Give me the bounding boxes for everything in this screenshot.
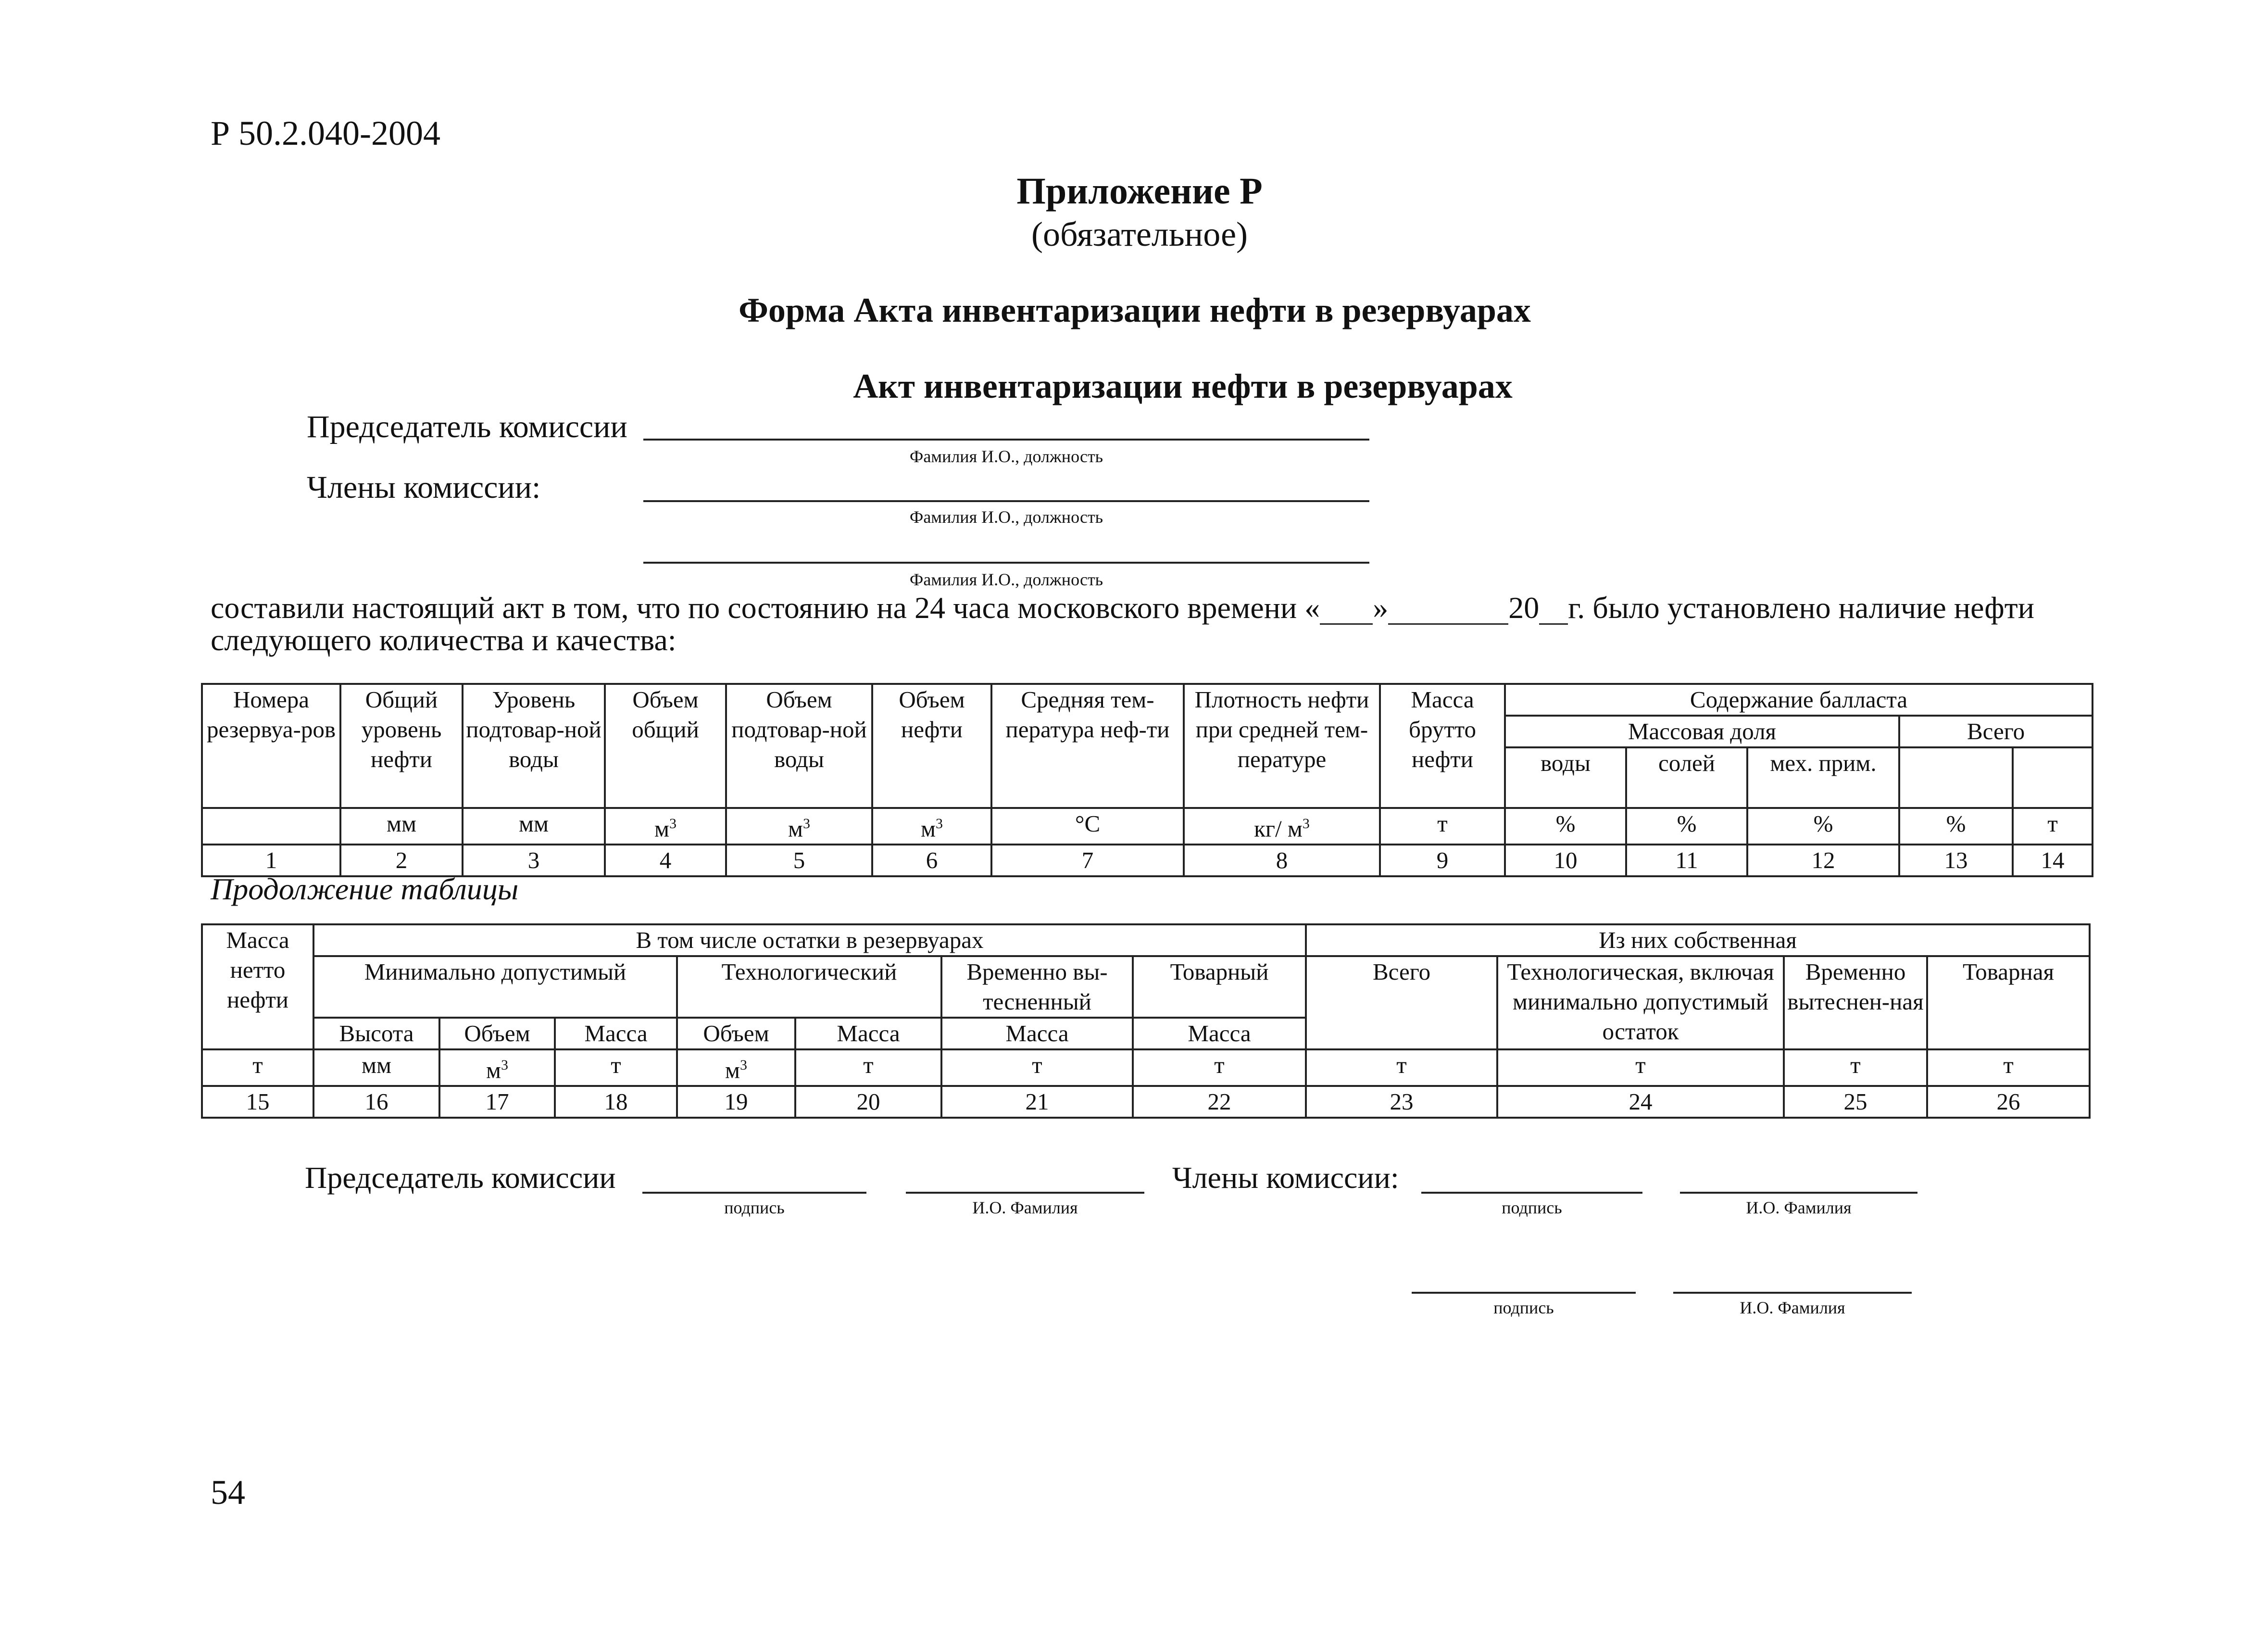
column-number: 25 (1784, 1086, 1927, 1118)
header-ballast: Содержание балласта (1505, 684, 2093, 716)
unit-cell: % (1505, 808, 1626, 845)
page-number: 54 (211, 1473, 245, 1512)
header-salts: солей (1626, 747, 1747, 808)
unit-cell: т (2013, 808, 2093, 845)
column-number: 13 (1899, 845, 2013, 876)
column-number: 16 (313, 1086, 439, 1118)
sig-member1-name-caption: И.О. Фамилия (1746, 1198, 1852, 1217)
member2-name-line (643, 562, 1369, 564)
sig-member2-name-line (1673, 1292, 1912, 1294)
column-number: 4 (605, 845, 726, 876)
column-number: 19 (677, 1086, 795, 1118)
sig-chairman-signature-line (642, 1192, 866, 1194)
sig-chairman-name-line (906, 1192, 1144, 1194)
inventory-table (201, 683, 2093, 877)
sig-member1-signature-caption: подпись (1502, 1198, 1562, 1217)
unit-cell: °С (991, 808, 1184, 845)
sig-member2-signature-line (1412, 1292, 1636, 1294)
header-volume: Объем (439, 1018, 555, 1049)
appendix-title: Приложение Р (1016, 170, 1263, 212)
unit-cell: мм (340, 808, 463, 845)
statement-part3: 20 (1508, 591, 1540, 625)
year-blank (1539, 593, 1568, 625)
month-blank (1388, 593, 1508, 625)
column-number: 20 (795, 1086, 941, 1118)
sig-member1-name-line (1680, 1192, 1917, 1194)
unit-cell: % (1626, 808, 1747, 845)
header-mass-fraction: Массовая доля (1505, 716, 1899, 747)
unit-cell: т (1380, 808, 1505, 845)
header-mass: Масса (1133, 1018, 1306, 1049)
column-number: 22 (1133, 1086, 1306, 1118)
unit-cell: кг/ $м^3$ (1184, 808, 1380, 845)
unit-cell: т (1784, 1049, 1927, 1086)
member1-name-caption: Фамилия И.О., должность (909, 507, 1103, 527)
column-number: 8 (1184, 845, 1380, 876)
column-number: 11 (1626, 845, 1747, 876)
header-own-total: Всего (1306, 956, 1497, 1049)
header-height: Высота (313, 1018, 439, 1049)
unit-cell: $м^3$ (677, 1049, 795, 1086)
header-water-volume: Объем подтовар-ной воды (726, 684, 872, 808)
unit-cell (202, 808, 340, 845)
column-number: 15 (202, 1086, 313, 1118)
unit-cell: т (202, 1049, 313, 1086)
statement-part1: составили настоящий акт в том, что по состоянию на 24 часа московского времени « (211, 591, 1320, 625)
column-number: 23 (1306, 1086, 1497, 1118)
chairman-name-caption: Фамилия И.О., должность (909, 447, 1103, 466)
unit-cell: т (795, 1049, 941, 1086)
unit-cell: % (1899, 808, 2013, 845)
column-number: 3 (463, 845, 605, 876)
column-number: 6 (872, 845, 991, 876)
column-number: 26 (1927, 1086, 2090, 1118)
unit-cell: $м^3$ (726, 808, 872, 845)
column-number: 12 (1747, 845, 1899, 876)
column-number: 24 (1497, 1086, 1784, 1118)
member1-name-line (643, 500, 1369, 502)
sig-member1-signature-line (1421, 1192, 1642, 1194)
header-gross-mass: Масса брутто нефти (1380, 684, 1505, 808)
header-technological: Технологический (677, 956, 941, 1018)
column-number: 14 (2013, 845, 2093, 876)
header-temp-displaced: Временно вы-тесненный (941, 956, 1133, 1018)
day-blank (1320, 593, 1373, 625)
header-avg-temp: Средняя тем-пература неф-ти (991, 684, 1184, 808)
unit-cell: $м^3$ (872, 808, 991, 845)
unit-cell: т (1497, 1049, 1784, 1086)
unit-cell: т (1306, 1049, 1497, 1086)
header-empty-b (2013, 747, 2093, 808)
header-min-allowed: Минимально допустимый (313, 956, 677, 1018)
header-mech: мех. прим. (1747, 747, 1899, 808)
form-title: Форма Акта инвентаризации нефти в резервуарах (739, 291, 1531, 329)
sig-member2-signature-caption: подпись (1493, 1298, 1554, 1317)
column-number: 1 (202, 845, 340, 876)
column-number: 18 (555, 1086, 677, 1118)
column-number: 9 (1380, 845, 1505, 876)
header-net-mass: Масса нетто нефти (202, 924, 313, 1049)
header-mass: Масса (795, 1018, 941, 1049)
document-code: Р 50.2.040-2004 (211, 114, 441, 152)
header-oil-volume: Объем нефти (872, 684, 991, 808)
unit-cell: $м^3$ (439, 1049, 555, 1086)
header-water-level: Уровень подтовар-ной воды (463, 684, 605, 808)
header-commodity: Товарный (1133, 956, 1306, 1018)
header-total-volume: Объем общий (605, 684, 726, 808)
statement-paragraph (211, 593, 2086, 656)
statement-part2: » (1373, 591, 1389, 625)
header-ballast-total: Всего (1899, 716, 2093, 747)
sig-chairman-label: Председатель комиссии (305, 1160, 616, 1195)
header-density: Плотность нефти при средней тем-пературе (1184, 684, 1380, 808)
header-volume: Объем (677, 1018, 795, 1049)
unit-cell: т (1133, 1049, 1306, 1086)
unit-cell: мм (313, 1049, 439, 1086)
header-own-temp: Временно вытеснен-ная (1784, 956, 1927, 1049)
column-number: 10 (1505, 845, 1626, 876)
header-own-tech: Технологическая, включая минимально допустимый остаток (1497, 956, 1784, 1049)
chairman-label: Председатель комиссии (307, 409, 627, 444)
header-water: воды (1505, 747, 1626, 808)
members-label: Члены комиссии: (307, 470, 541, 505)
header-own-commodity: Товарная (1927, 956, 2090, 1049)
chairman-name-line (643, 439, 1369, 441)
sig-chairman-signature-caption: подпись (724, 1198, 785, 1217)
header-mass: Масса (941, 1018, 1133, 1049)
header-own: Из них собственная (1306, 924, 2090, 956)
unit-cell: т (1927, 1049, 2090, 1086)
sig-members-label: Члены комиссии: (1172, 1160, 1399, 1195)
act-title: Акт инвентаризации нефти в резервуарах (853, 367, 1513, 405)
unit-cell: мм (463, 808, 605, 845)
unit-cell: $м^3$ (605, 808, 726, 845)
header-incl-residues: В том числе остатки в резервуарах (313, 924, 1306, 956)
header-empty-a (1899, 747, 2013, 808)
column-number: 5 (726, 845, 872, 876)
header-tank-numbers: Номера резервуа-ров (202, 684, 340, 808)
member2-name-caption: Фамилия И.О., должность (909, 570, 1103, 589)
sig-member2-name-caption: И.О. Фамилия (1740, 1298, 1845, 1317)
header-total-level: Общий уровень нефти (340, 684, 463, 808)
column-number: 7 (991, 845, 1184, 876)
continuation-table (201, 923, 2091, 1119)
unit-cell: % (1747, 808, 1899, 845)
sig-chairman-name-caption: И.О. Фамилия (972, 1198, 1078, 1217)
continuation-label: Продолжение таблицы (211, 872, 519, 906)
header-mass: Масса (555, 1018, 677, 1049)
statement-part4: г. было установлено наличие нефти следующего количества и качества: (211, 591, 2034, 657)
appendix-subtitle: (обязательное) (1031, 215, 1248, 253)
column-number: 2 (340, 845, 463, 876)
column-number: 21 (941, 1086, 1133, 1118)
column-number: 17 (439, 1086, 555, 1118)
unit-cell: т (941, 1049, 1133, 1086)
unit-cell: т (555, 1049, 677, 1086)
